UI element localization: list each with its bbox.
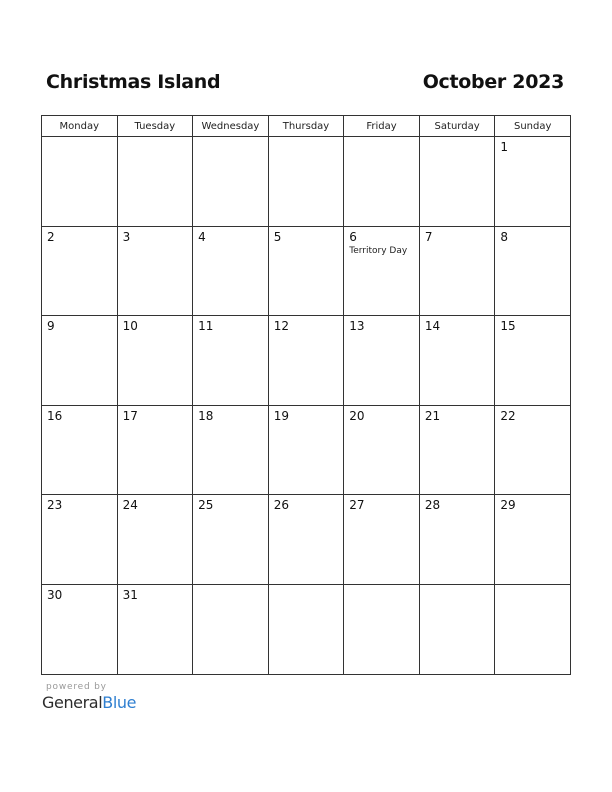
day-number: 26 [273,498,289,513]
weekday-header: Saturday [419,116,495,137]
day-cell [193,226,269,316]
day-cell [268,495,344,585]
day-cell [268,316,344,406]
day-cell [42,226,118,316]
empty-day-cell [419,137,495,227]
day-number: 4 [198,229,206,244]
empty-day-cell [193,584,269,674]
day-cell [419,316,495,406]
day-cell [495,226,571,316]
day-number: 2 [47,229,55,244]
day-cell [117,226,193,316]
day-cell [117,584,193,674]
day-number: 14 [424,319,441,334]
day-number: 12 [273,319,289,334]
day-number: 18 [198,408,214,423]
day-cell [495,495,571,585]
weekday-header: Tuesday [117,116,193,137]
day-number: 8 [500,229,509,244]
empty-day-cell [117,137,193,227]
month-year-title: October 2023 [422,71,564,93]
empty-day-cell [193,137,269,227]
brand-blue: Blue [102,693,137,712]
day-number: 30 [47,587,63,602]
day-cell [495,137,571,227]
day-cell [193,405,269,495]
day-cell [344,316,420,406]
day-cell [344,226,420,316]
holiday-label: Territory Day [349,245,408,256]
day-number: 1 [500,140,509,154]
day-cell [117,495,193,585]
day-number: 31 [122,587,138,602]
day-number: 23 [47,498,63,513]
empty-day-cell [344,584,420,674]
day-number: 11 [198,319,214,334]
day-cell [419,226,495,316]
day-cell [419,495,495,585]
week-row [42,584,571,674]
week-row [42,495,571,585]
empty-day-cell [42,137,118,227]
empty-day-cell [268,584,344,674]
day-number: 13 [349,319,365,334]
day-cell [495,316,571,406]
day-number: 27 [349,498,365,513]
calendar-grid [41,115,571,675]
brand-general: General [42,693,103,712]
weekday-header: Thursday [268,116,344,137]
day-cell [193,495,269,585]
day-number: 15 [500,319,516,334]
day-number: 5 [273,229,282,244]
week-row [42,316,571,406]
empty-day-cell [495,584,571,674]
day-number: 9 [47,319,55,334]
day-number: 25 [198,498,214,513]
powered-by-label: powered by [46,682,107,692]
day-number: 24 [122,498,138,513]
calendar-body [42,137,571,675]
day-cell [344,405,420,495]
week-row [42,226,571,316]
day-number: 22 [500,408,516,423]
day-cell [268,226,344,316]
weekday-header-row [42,116,571,137]
day-number: 6 [349,229,357,244]
day-cell [344,495,420,585]
day-number: 21 [424,408,441,423]
empty-day-cell [268,137,344,227]
empty-day-cell [419,584,495,674]
week-row [42,405,571,495]
generalblue-logo[interactable] [42,693,136,712]
day-cell [117,316,193,406]
day-number: 19 [273,408,289,423]
day-number: 29 [500,498,516,513]
day-cell [42,495,118,585]
day-number: 28 [424,498,441,513]
day-cell [268,405,344,495]
day-number: 7 [424,229,433,244]
empty-day-cell [344,137,420,227]
day-number: 3 [122,229,131,244]
day-cell [495,405,571,495]
day-cell [42,405,118,495]
day-cell [419,405,495,495]
day-cell [193,316,269,406]
day-cell [42,316,118,406]
day-number: 17 [122,408,138,423]
day-cell [42,584,118,674]
week-row [42,137,571,227]
region-title: Christmas Island [46,71,221,93]
weekday-header: Sunday [495,116,571,137]
day-number: 16 [47,408,63,423]
day-number: 20 [349,408,365,423]
weekday-header: Monday [42,116,118,137]
day-cell [117,405,193,495]
day-number: 10 [122,319,138,334]
weekday-header: Wednesday [193,116,269,137]
weekday-header: Friday [344,116,420,137]
